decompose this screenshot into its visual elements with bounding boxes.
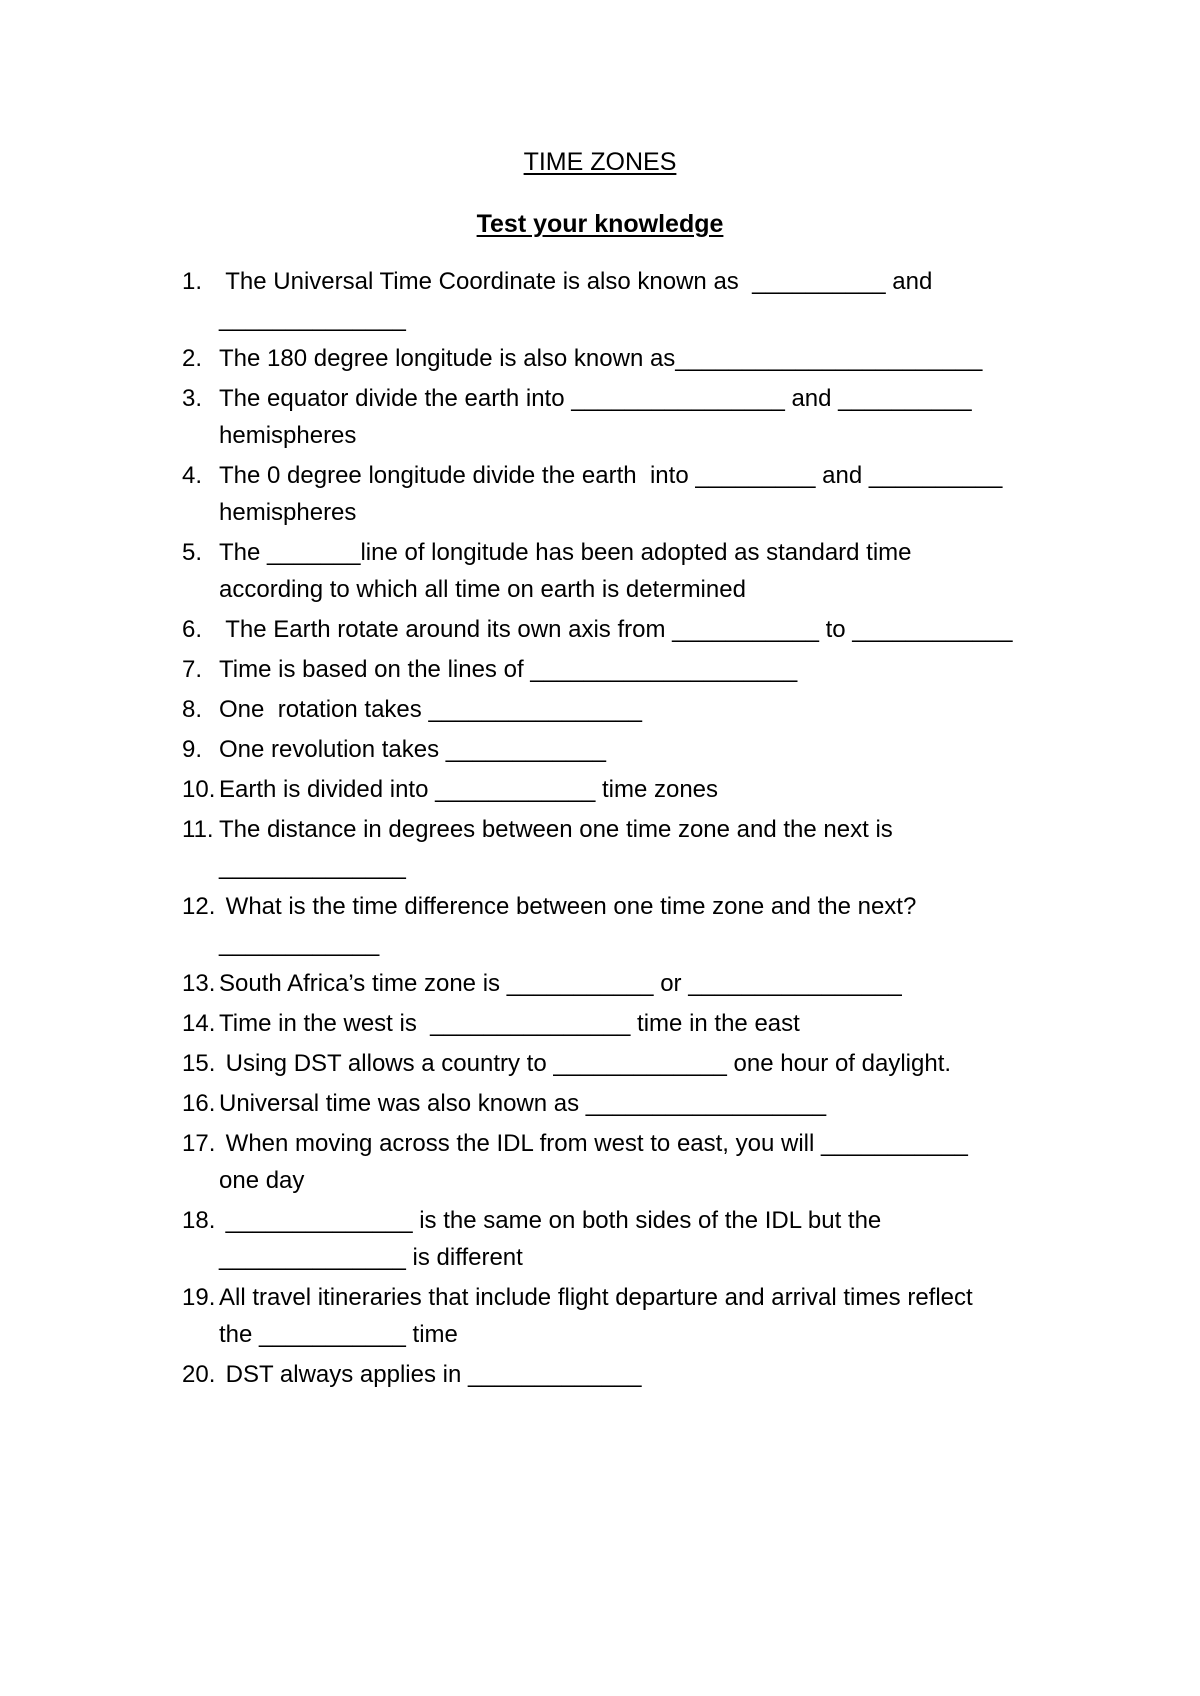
- page-subtitle: Test your knowledge: [476, 210, 724, 238]
- question-text: one day: [219, 1167, 305, 1194]
- question-line: [182, 893, 1082, 921]
- question-line: [182, 696, 1082, 724]
- question-number: 18.: [182, 1207, 216, 1234]
- question-number: 7.: [182, 656, 203, 683]
- question-line: [182, 776, 1082, 804]
- question-text: hemispheres: [219, 499, 357, 526]
- question-number: 3.: [182, 385, 203, 412]
- question-line-continued: [182, 853, 1082, 881]
- question-text: The Universal Time Coordinate is also known as __________ and: [219, 268, 933, 295]
- question-text: The 180 degree longitude is also known as_______________________: [219, 345, 983, 372]
- question-text: according to which all time on earth is determined: [219, 576, 746, 603]
- question-text: The Earth rotate around its own axis from ___________ to ____________: [219, 616, 1013, 643]
- question-line: [182, 1207, 1082, 1235]
- question-number: 1.: [182, 268, 203, 295]
- question-line: [182, 736, 1082, 764]
- question-list: [182, 268, 1082, 1401]
- question-line: [182, 268, 1082, 296]
- question-line: [182, 1130, 1082, 1158]
- question-text: Time in the west is _______________ time in the east: [219, 1010, 800, 1037]
- question-line: [182, 970, 1082, 998]
- question-line: [182, 345, 1082, 373]
- question-text: The _______line of longitude has been adopted as standard time: [219, 539, 912, 566]
- question-number: 17.: [182, 1130, 216, 1157]
- question-number: 13.: [182, 970, 216, 997]
- question-line: [182, 816, 1082, 844]
- question-line-continued: [182, 930, 1082, 958]
- question-line: [182, 1284, 1082, 1312]
- question-number: 2.: [182, 345, 203, 372]
- question-number: 6.: [182, 616, 203, 643]
- question-text: Using DST allows a country to _____________ one hour of daylight.: [219, 1050, 952, 1077]
- question-line: [182, 1010, 1082, 1038]
- question-line-continued: [182, 1321, 1082, 1349]
- question-number: 15.: [182, 1050, 216, 1077]
- question-number: 20.: [182, 1361, 216, 1388]
- question-text: The 0 degree longitude divide the earth into _________ and __________: [219, 462, 1003, 489]
- question-text: One revolution takes ____________: [219, 736, 606, 763]
- question-number: 8.: [182, 696, 203, 723]
- question-number: 19.: [182, 1284, 216, 1311]
- question-line: [182, 385, 1082, 413]
- question-text: What is the time difference between one time zone and the next?: [219, 893, 917, 920]
- question-text: Universal time was also known as __________________: [219, 1090, 827, 1117]
- question-text: ______________ is the same on both sides of the IDL but the: [219, 1207, 882, 1234]
- question-number: 12.: [182, 893, 216, 920]
- question-text: ______________ is different: [219, 1244, 523, 1271]
- question-line-continued: [182, 422, 1082, 450]
- question-line: [182, 616, 1082, 644]
- question-text: The distance in degrees between one time zone and the next is: [219, 816, 893, 843]
- question-text: All travel itineraries that include flight departure and arrival times reflect: [219, 1284, 973, 1311]
- question-text: When moving across the IDL from west to east, you will ___________: [219, 1130, 968, 1157]
- question-line: [182, 1050, 1082, 1078]
- question-text: One rotation takes ________________: [219, 696, 643, 723]
- question-line: [182, 539, 1082, 567]
- question-line: [182, 1361, 1082, 1389]
- question-number: 11.: [182, 816, 214, 843]
- question-number: 5.: [182, 539, 203, 566]
- question-number: 10.: [182, 776, 216, 803]
- question-text: hemispheres: [219, 422, 357, 449]
- question-text: DST always applies in _____________: [219, 1361, 642, 1388]
- question-text: ____________: [219, 930, 380, 957]
- question-text: Time is based on the lines of ____________________: [219, 656, 798, 683]
- question-number: 16.: [182, 1090, 216, 1117]
- question-text: ______________: [219, 853, 406, 880]
- question-line-continued: [182, 1167, 1082, 1195]
- question-number: 14.: [182, 1010, 216, 1037]
- question-number: 4.: [182, 462, 203, 489]
- question-text: The equator divide the earth into ________________ and __________: [219, 385, 972, 412]
- question-text: the ___________ time: [219, 1321, 458, 1348]
- question-line-continued: [182, 576, 1082, 604]
- question-line-continued: [182, 1244, 1082, 1272]
- question-line: [182, 462, 1082, 490]
- question-line: [182, 1090, 1082, 1118]
- question-line: [182, 656, 1082, 684]
- question-line-continued: [182, 305, 1082, 333]
- question-line-continued: [182, 499, 1082, 527]
- question-number: 9.: [182, 736, 203, 763]
- page-title: TIME ZONES: [523, 148, 677, 176]
- question-text: South Africa’s time zone is ___________ or ________________: [219, 970, 902, 997]
- question-text: ______________: [219, 305, 406, 332]
- question-text: Earth is divided into ____________ time zones: [219, 776, 719, 803]
